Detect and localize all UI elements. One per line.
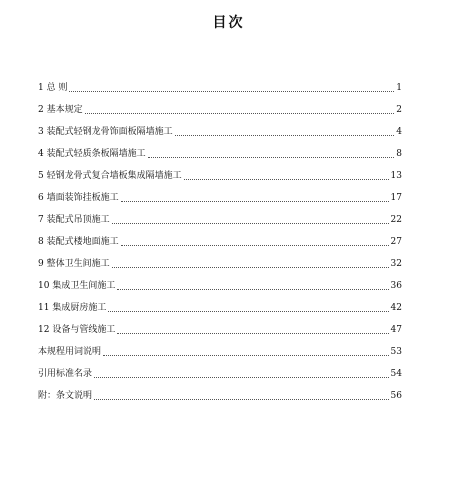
dot-leader: [175, 134, 395, 136]
toc-entry[interactable]: [38, 270, 402, 292]
toc-entry-label: 12 设备与管线施工: [38, 325, 116, 335]
toc-page-number: 47: [390, 325, 402, 335]
dot-leader: [85, 112, 395, 114]
toc-entry-label: 11 集成厨房施工: [38, 303, 107, 313]
dot-leader: [112, 266, 389, 268]
toc-entry[interactable]: [38, 138, 402, 160]
toc-page-number: 17: [390, 193, 402, 203]
dot-leader: [94, 398, 389, 400]
toc-entry-label: 2 基本规定: [38, 105, 83, 115]
toc-entry[interactable]: [38, 182, 402, 204]
toc-entry[interactable]: [38, 380, 402, 402]
toc-entry-label: 7 装配式吊顶施工: [38, 215, 110, 225]
toc-entry[interactable]: [38, 226, 402, 248]
toc-entry-label: 9 整体卫生间施工: [38, 259, 110, 269]
toc-page-number: 54: [390, 369, 402, 379]
page-title: 目次: [212, 15, 245, 31]
toc-entry-label: 6 墙面装饰挂板施工: [38, 193, 119, 203]
toc-entry-label: 1 总 则: [38, 83, 68, 93]
toc-entry[interactable]: [38, 314, 402, 336]
dot-leader: [94, 376, 389, 378]
toc-entry[interactable]: [38, 292, 402, 314]
toc-entry-label: 引用标准名录: [38, 369, 93, 379]
toc-entry-label: 4 装配式轻质条板隔墙施工: [38, 149, 146, 159]
dot-leader: [117, 332, 388, 334]
toc-entry[interactable]: [38, 248, 402, 270]
toc-entry[interactable]: [38, 336, 402, 358]
toc-page-number: 27: [390, 237, 402, 247]
toc-entry-label: 5 轻钢龙骨式复合墙板集成隔墙施工: [38, 171, 182, 181]
dot-leader: [103, 354, 389, 356]
toc-entry-label: 附：条文说明: [38, 391, 93, 401]
dot-leader: [148, 156, 395, 158]
toc-page-number: 1: [396, 83, 402, 93]
dot-leader: [121, 200, 389, 202]
toc-page-number: 53: [390, 347, 402, 357]
table-of-contents: [38, 72, 402, 402]
toc-entry[interactable]: [38, 204, 402, 226]
dot-leader: [121, 244, 389, 246]
toc-entry-label: 8 装配式楼地面施工: [38, 237, 119, 247]
toc-entry-label: 10 集成卫生间施工: [38, 281, 116, 291]
toc-page-number: 56: [390, 391, 402, 401]
dot-leader: [69, 90, 394, 92]
toc-entry-label: 本规程用词说明: [38, 347, 102, 357]
toc-entry[interactable]: [38, 358, 402, 380]
toc-page-number: 13: [390, 171, 402, 181]
toc-page-number: 32: [390, 259, 402, 269]
dot-leader: [108, 310, 388, 312]
dot-leader: [117, 288, 388, 290]
toc-entry-label: 3 装配式轻钢龙骨饰面板隔墙施工: [38, 127, 173, 137]
dot-leader: [112, 222, 389, 224]
dot-leader: [184, 178, 389, 180]
toc-page-number: 42: [390, 303, 402, 313]
toc-page-number: 22: [390, 215, 402, 225]
toc-page-number: 8: [396, 149, 402, 159]
toc-entry[interactable]: [38, 160, 402, 182]
toc-entry[interactable]: [38, 94, 402, 116]
toc-page-number: 2: [396, 105, 402, 115]
toc-page-number: 4: [396, 127, 402, 137]
toc-page-number: 36: [390, 281, 402, 291]
toc-entry[interactable]: [38, 72, 402, 94]
toc-entry[interactable]: [38, 116, 402, 138]
